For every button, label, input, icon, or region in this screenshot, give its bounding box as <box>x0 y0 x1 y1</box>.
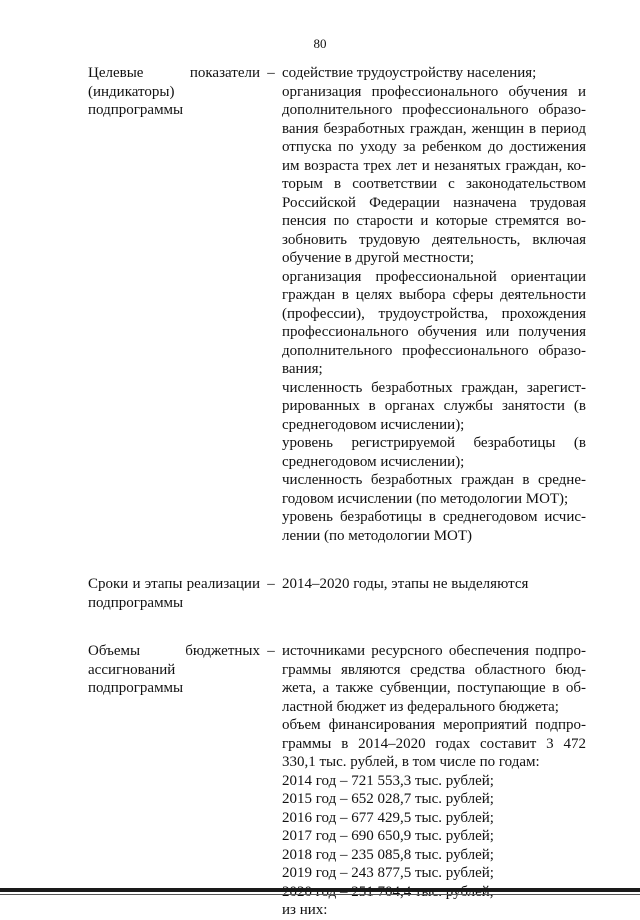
budget-year-line: 2019 год – 243 877,5 тыс. рублей; <box>282 865 494 881</box>
budget-year-line: 2016 год – 677 429,5 тыс. рублей; <box>282 809 494 826</box>
row-content <box>282 64 586 545</box>
indicator-paragraph: уровень безработицы в среднегодовом исчислении (по методологии МОТ) <box>282 509 586 544</box>
budget-year-line: 2014 год – 721 553,3 тыс. рублей; <box>282 772 494 789</box>
indicator-paragraph: содействие трудоустройству населения; <box>282 65 537 81</box>
row-label: Объемы бюджетных ассигнований подпрограммы <box>88 643 260 696</box>
budget-year-line: 2017 год – 690 650,9 тыс. рублей; <box>282 828 494 844</box>
budget-paragraph: объем финансирования мероприятий подпрограммы в 2014–2020 годах составит 3 472 330,1 тыс. рублей, в том числе по годам: <box>282 717 586 770</box>
row-label: Целевые показатели (индикаторы) подпрограммы <box>88 65 260 118</box>
row-budget-allocations <box>88 642 586 920</box>
row-dash: – <box>267 643 275 659</box>
row-content <box>282 642 586 920</box>
indicator-paragraph: организация профессиональной ориентации граждан в целях выбора сферы деятельности (профессии), трудоустройства, прохождения профессионального обучения или получения дополнительного профессионального образования; <box>282 268 586 377</box>
terms-paragraph: 2014–2020 годы, этапы не выделяются <box>282 576 529 592</box>
budget-paragraph: из них: <box>282 902 328 918</box>
row-content <box>282 575 586 594</box>
scan-bottom-edge-line <box>0 894 640 895</box>
row-target-indicators <box>88 64 586 545</box>
indicator-paragraph: организация профессионального обучения и дополнительного профессионального образования безработных граждан, женщин в период отпуска по уходу за ребенком до достижения им возраста трех лет и незанятых граждан, которым в соответствии с законодательством Российской Федерации назначена трудовая пенсия по старости и которые стремятся возобновить трудовую деятельность, включая обучение в другой местности; <box>282 83 586 266</box>
indicator-paragraph: численность безработных граждан в среднегодовом исчислении (по методологии МОТ); <box>282 472 586 507</box>
indicator-paragraph: численность безработных граждан, зарегистрированных в органах службы занятости (в среднегодовом исчислении); <box>282 379 586 433</box>
scan-bottom-edge <box>0 888 640 892</box>
page-number: 80 <box>313 36 327 51</box>
budget-year-line: 2015 год – 652 028,7 тыс. рублей; <box>282 791 494 807</box>
indicator-paragraph: уровень регистрируемой безработицы (в среднегодовом исчислении); <box>282 435 586 470</box>
budget-paragraph: источниками ресурсного обеспечения подпрограммы являются средства областного бюджета, а также субвенции, поступающие в областной бюджет из федерального бюджета; <box>282 643 586 715</box>
row-label: Сроки и этапы реализации подпрограммы <box>88 576 260 611</box>
subprogram-passport-table <box>88 64 586 920</box>
budget-year-line: 2018 год – 235 085,8 тыс. рублей; <box>282 846 494 863</box>
row-dash: – <box>267 65 275 81</box>
row-terms-and-stages <box>88 575 586 612</box>
row-dash: – <box>267 576 275 592</box>
